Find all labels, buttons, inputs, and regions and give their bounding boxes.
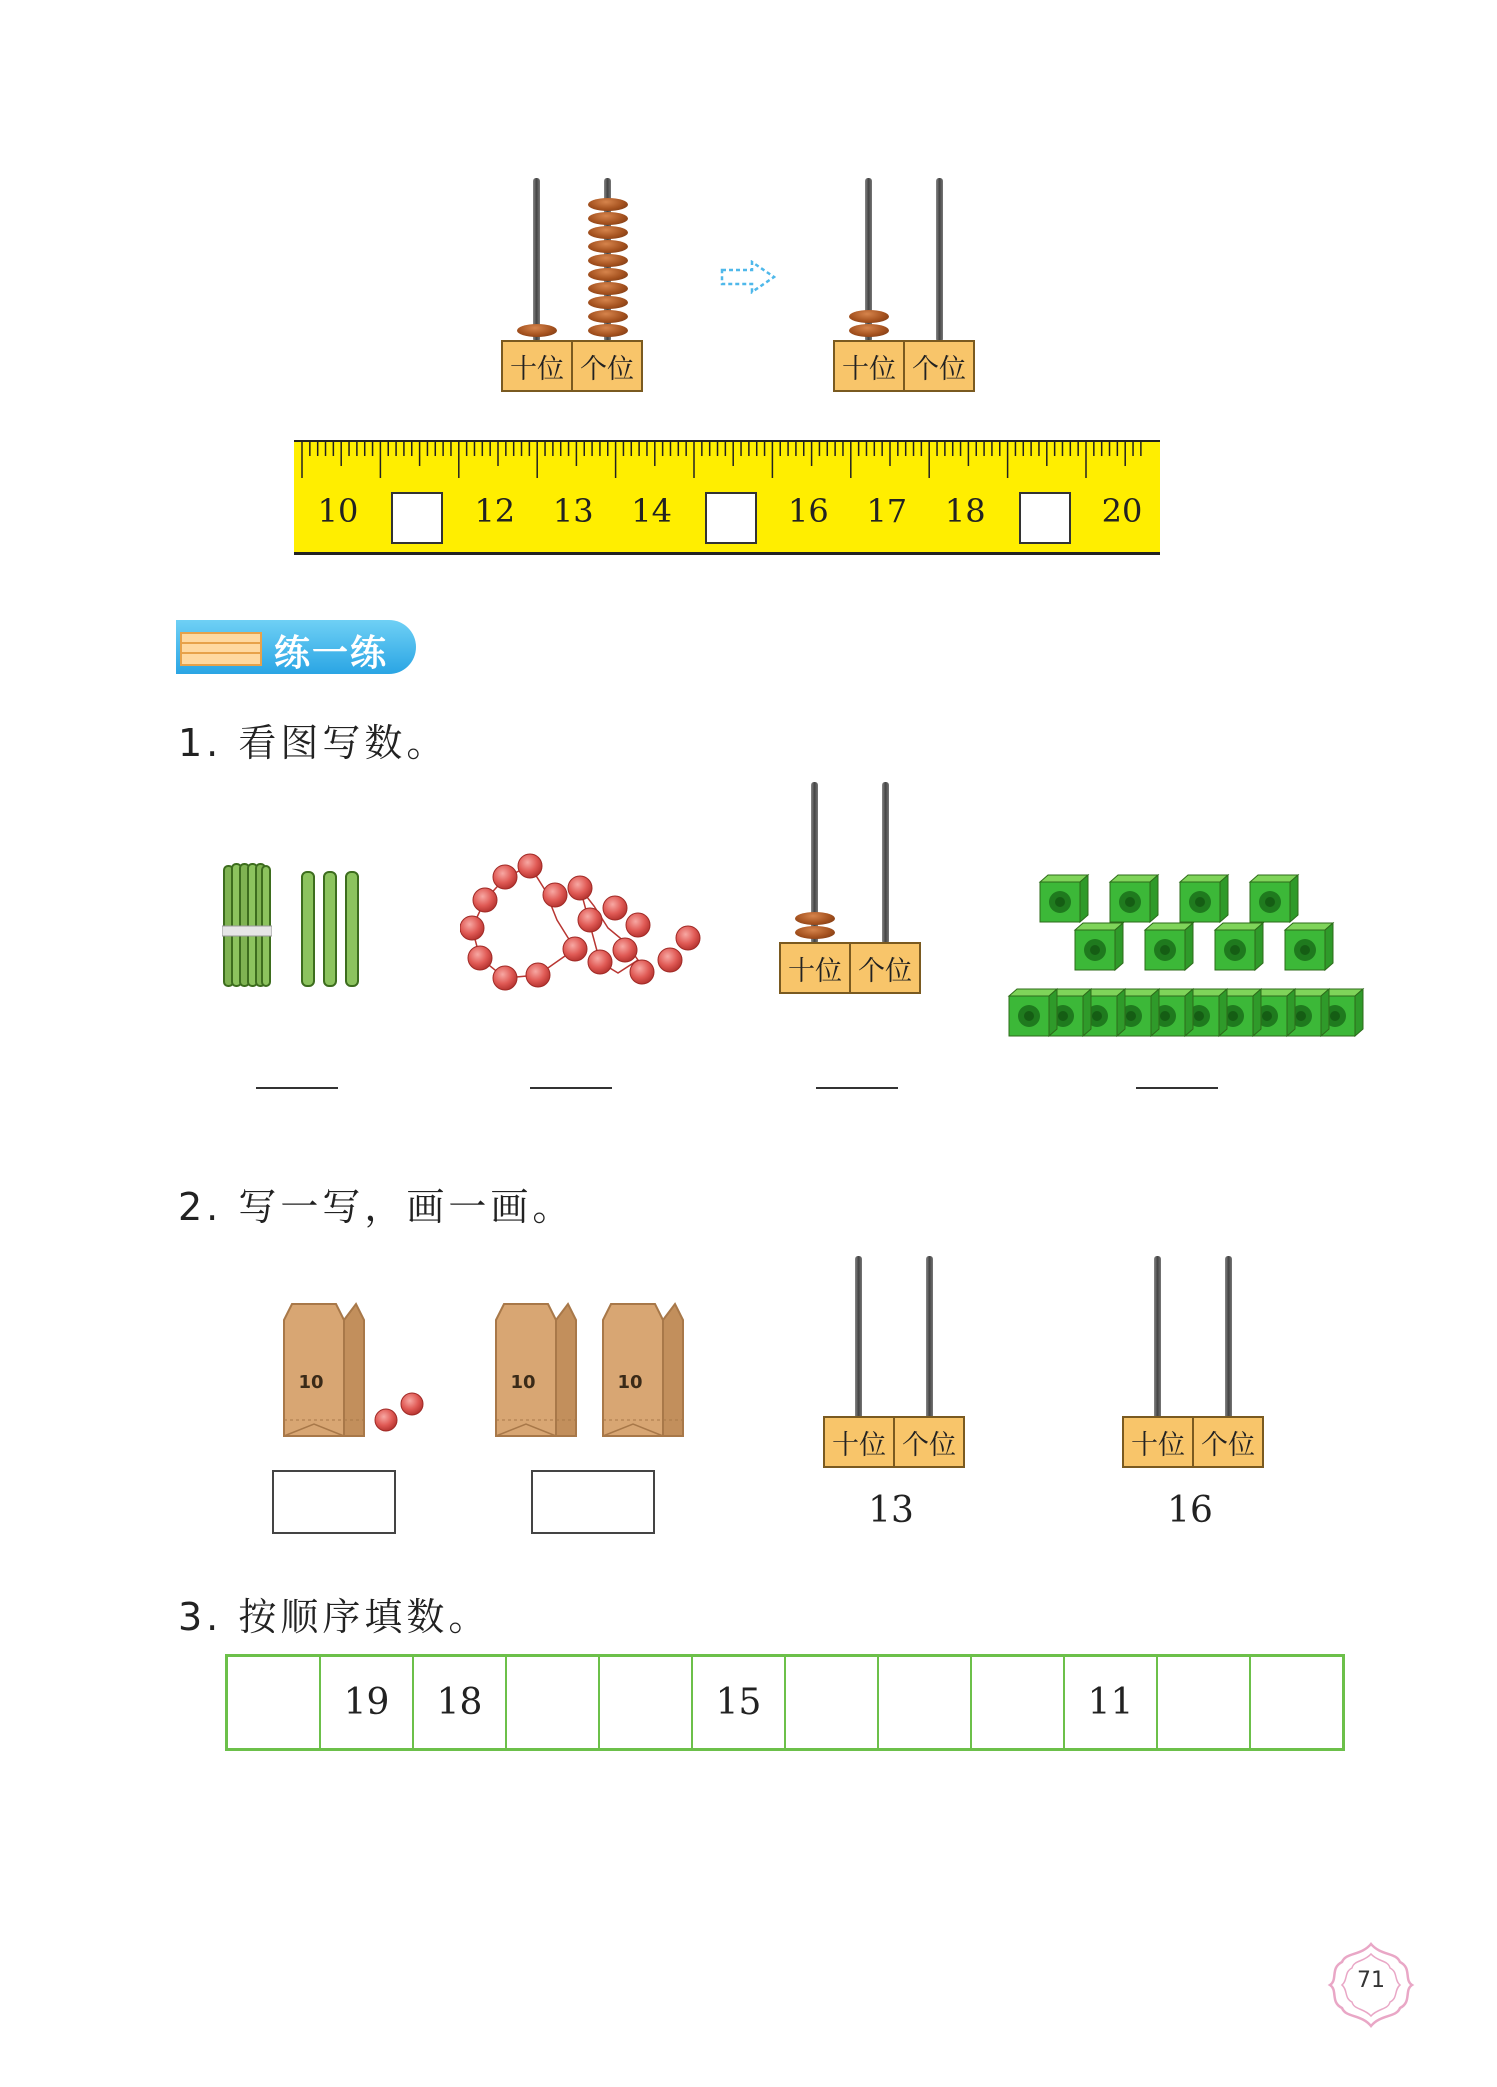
answer-box[interactable] bbox=[531, 1470, 655, 1534]
ones-rod bbox=[1225, 1256, 1232, 1424]
bag-label: 10 bbox=[617, 1372, 643, 1393]
cube bbox=[1110, 875, 1158, 922]
sequence-cell[interactable] bbox=[971, 1656, 1064, 1750]
tens-rod bbox=[855, 1256, 862, 1424]
sequence-cell[interactable] bbox=[785, 1656, 878, 1750]
question-3-title: 3. 按顺序填数。 bbox=[178, 1595, 491, 1639]
ones-label: 个位 bbox=[849, 944, 919, 992]
sequence-cell[interactable] bbox=[878, 1656, 971, 1750]
answer-blank[interactable] bbox=[530, 1087, 612, 1089]
bead bbox=[588, 226, 628, 239]
tens-label: 十位 bbox=[510, 353, 564, 385]
ruler bbox=[294, 440, 1160, 555]
bead bbox=[588, 240, 628, 253]
sequence-table bbox=[225, 1654, 1345, 1751]
bead bbox=[849, 324, 889, 337]
ruler-answer-box[interactable] bbox=[391, 492, 443, 544]
ones-rod bbox=[882, 782, 889, 944]
cube bbox=[1009, 989, 1057, 1036]
tens-rod bbox=[1154, 1256, 1161, 1424]
ones-label: 个位 bbox=[893, 1418, 963, 1466]
answer-blank[interactable] bbox=[256, 1087, 338, 1089]
bead bbox=[588, 212, 628, 225]
ones-label: 个位 bbox=[903, 342, 973, 390]
number-label: 16 bbox=[1167, 1490, 1213, 1531]
tens-label: 十位 bbox=[832, 1429, 886, 1461]
ruler-number: 13 bbox=[552, 492, 594, 530]
sequence-cell[interactable] bbox=[1250, 1656, 1344, 1750]
green-cubes-icon bbox=[1005, 870, 1370, 1040]
bead bbox=[588, 254, 628, 267]
tens-label: 十位 bbox=[1131, 1429, 1185, 1461]
bag-label: 10 bbox=[510, 1372, 536, 1393]
bead bbox=[588, 268, 628, 281]
ones-rod bbox=[936, 178, 943, 342]
page-number: 71 bbox=[1357, 1968, 1385, 1993]
answer-box[interactable] bbox=[272, 1470, 396, 1534]
ruler-number: 16 bbox=[788, 492, 829, 530]
sequence-cell: 19 bbox=[320, 1656, 413, 1750]
ruler-answer-box[interactable] bbox=[705, 492, 757, 544]
bead bbox=[795, 926, 835, 939]
place-value-box bbox=[1122, 1416, 1264, 1468]
bead bbox=[588, 324, 628, 337]
tens-label: 十位 bbox=[842, 353, 896, 385]
bag-label: 10 bbox=[298, 1372, 324, 1393]
ruler-number: 17 bbox=[866, 492, 908, 530]
paper-bag-icon bbox=[490, 1302, 582, 1446]
red-balls-icon bbox=[372, 1390, 428, 1434]
cube bbox=[1075, 923, 1123, 970]
paper-bag-icon bbox=[597, 1302, 689, 1446]
answer-blank[interactable] bbox=[1136, 1087, 1218, 1089]
ones-label: 个位 bbox=[571, 342, 641, 390]
bead bbox=[517, 324, 557, 337]
place-value-box bbox=[823, 1416, 965, 1468]
ruler-number: 10 bbox=[317, 492, 359, 530]
tens-label: 十位 bbox=[788, 955, 842, 987]
bead bbox=[795, 912, 835, 925]
number-label: 13 bbox=[868, 1490, 914, 1531]
bead-necklace-icon bbox=[460, 850, 710, 1000]
sequence-cell[interactable] bbox=[1157, 1656, 1250, 1750]
ruler-number: 18 bbox=[944, 492, 986, 530]
paper-bag-icon bbox=[278, 1302, 370, 1446]
sequence-cell[interactable] bbox=[506, 1656, 599, 1750]
bead bbox=[849, 310, 889, 323]
cube bbox=[1040, 875, 1088, 922]
place-value-box bbox=[501, 340, 643, 392]
single-sticks-icon bbox=[300, 870, 362, 988]
ruler-number: 20 bbox=[1101, 492, 1143, 530]
bead bbox=[588, 310, 628, 323]
badge-label: 练一练 bbox=[274, 633, 389, 674]
ones-rod bbox=[926, 1256, 933, 1424]
arrow-right-icon bbox=[720, 260, 776, 294]
place-value-box bbox=[779, 942, 921, 994]
cube bbox=[1285, 923, 1333, 970]
bead bbox=[588, 296, 628, 309]
ones-label: 个位 bbox=[1192, 1418, 1262, 1466]
cube bbox=[1250, 875, 1298, 922]
place-value-box bbox=[833, 340, 975, 392]
bead bbox=[588, 282, 628, 295]
ruler-number: 14 bbox=[631, 492, 672, 530]
ruler-ticks bbox=[294, 440, 1160, 500]
sequence-cell[interactable] bbox=[227, 1656, 321, 1750]
tens-rod bbox=[533, 178, 540, 342]
sequence-cell: 11 bbox=[1064, 1656, 1157, 1750]
answer-blank[interactable] bbox=[816, 1087, 898, 1089]
ruler-number: 12 bbox=[474, 492, 516, 530]
ruler-answer-box[interactable] bbox=[1019, 492, 1071, 544]
bead bbox=[588, 198, 628, 211]
sequence-cell: 18 bbox=[413, 1656, 506, 1750]
cube bbox=[1215, 923, 1263, 970]
sequence-cell: 15 bbox=[692, 1656, 785, 1750]
practice-badge bbox=[176, 620, 416, 674]
cube bbox=[1180, 875, 1228, 922]
stick-bundle-icon bbox=[222, 862, 272, 990]
question-1-title: 1. 看图写数。 bbox=[178, 721, 449, 765]
abacus-icon bbox=[180, 632, 262, 666]
sequence-cell[interactable] bbox=[599, 1656, 692, 1750]
cube bbox=[1145, 923, 1193, 970]
question-2-title: 2. 写一写，画一画。 bbox=[178, 1185, 575, 1229]
